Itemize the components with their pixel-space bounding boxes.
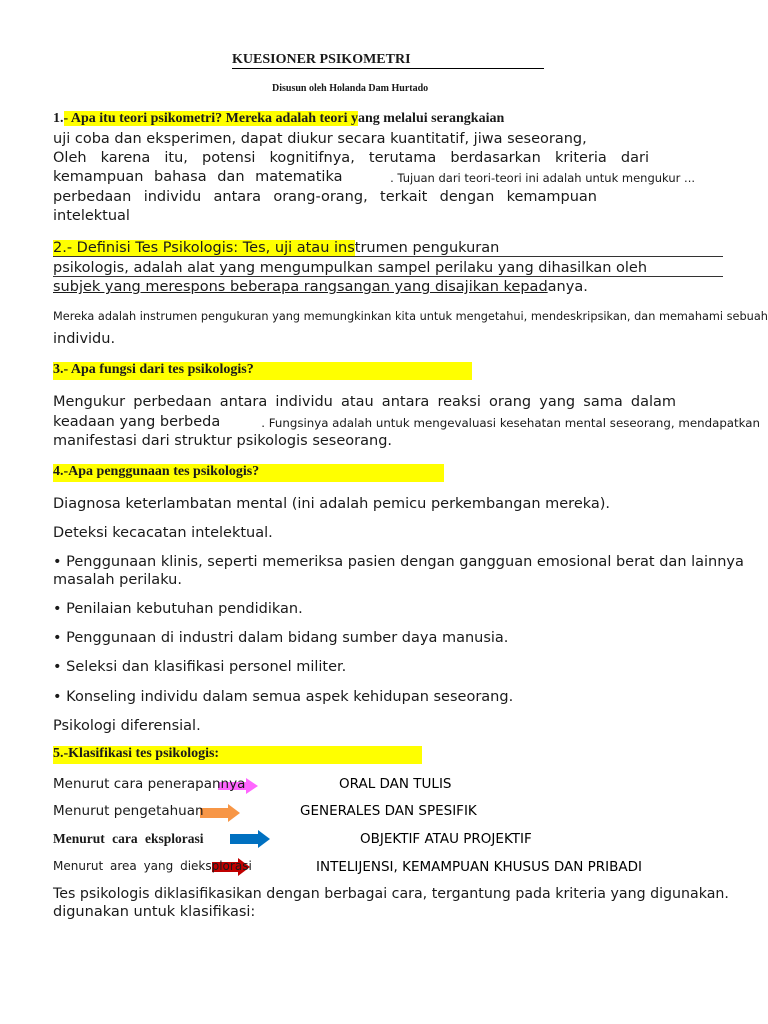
q2-line	[53, 279, 588, 295]
q2-line3a: subjek yang merespons beberapa rangsangan yang disajikan kepad	[53, 279, 548, 295]
q4-item: • Penggunaan di industri dalam bidang sumber daya manusia.	[53, 630, 509, 646]
q1-highlight: - Apa itu teori psikometri? Mereka adalah teori y	[63, 111, 358, 126]
author-line: Disusun oleh Holanda Dam Hurtado	[272, 83, 429, 94]
classification-value: OBJEKTIF ATAU PROJEKTIF	[360, 831, 532, 847]
classification-criterion: Menurut area yang dieksplorasi	[53, 859, 252, 873]
q4-heading: 4.-Apa penggunaan tes psikologis?	[53, 464, 444, 482]
q1-number: 1.	[53, 111, 64, 126]
q4-item: • Penggunaan klinis, seperti memeriksa pasien dengan gangguan emosional berat dan lainnya	[53, 554, 744, 570]
q2-highlight: 2.- Definisi Tes Psikologis: Tes, uji atau ins	[53, 240, 355, 256]
q2-heading-rest: trumen pengukuran	[354, 240, 500, 256]
classification-criterion: Menurut cara eksplorasi	[53, 831, 204, 846]
classification-value: GENERALES DAN SPESIFIK	[300, 803, 477, 819]
q2-line: psikologis, adalah alat yang mengumpulkan sampel perilaku yang dihasilkan oleh	[53, 260, 723, 277]
q3-line	[53, 414, 760, 430]
q3-line: Mengukur perbedaan antara individu atau antara reaksi orang yang sama dalam	[53, 394, 676, 410]
q2-line: individu.	[53, 331, 116, 347]
q4-item: • Konseling individu dalam semua aspek kehidupan seseorang.	[53, 689, 514, 705]
classification-criterion: Menurut cara penerapannya	[53, 776, 246, 792]
q1-line: uji coba dan eksperimen, dapat diukur secara kuantitatif, jiwa seseorang,	[53, 131, 587, 147]
q4-item: Deteksi kecacatan intelektual.	[53, 525, 273, 541]
arrow-right-icon	[230, 830, 270, 852]
q4-item: • Penilaian kebutuhan pendidikan.	[53, 601, 303, 617]
q2-line3b: anya.	[547, 279, 588, 295]
arrow-shape	[200, 804, 240, 822]
q4-item: • Seleksi dan klasifikasi personel militer.	[53, 659, 347, 675]
classification-criterion: Menurut pengetahuan	[53, 803, 204, 819]
q4-item: Psikologi diferensial.	[53, 718, 201, 734]
q3-heading: 3.- Apa fungsi dari tes psikologis?	[53, 362, 472, 380]
closing-line: digunakan untuk klasifikasi:	[53, 904, 256, 920]
q1-heading-rest: ang melalui serangkaian	[358, 111, 505, 126]
q2-line: Mereka adalah instrumen pengukuran yang memungkinkan kita untuk mengetahui, mendeskripsikan, dan memahami sebuah	[53, 310, 768, 323]
q5-heading: 5.-Klasifikasi tes psikologis:	[53, 746, 422, 764]
q1-line: perbedaan individu antara orang-orang, terkait dengan kemampuan	[53, 189, 597, 205]
q3-line: manifestasi dari struktur psikologis seseorang.	[53, 433, 393, 449]
q1-line: Oleh karena itu, potensi kognitifnya, terutama berdasarkan kriteria dari	[53, 150, 649, 166]
document-title: KUESIONER PSIKOMETRI	[232, 52, 544, 69]
arrow-shape	[230, 830, 270, 848]
q1-line4b: . Tujuan dari teori-teori ini adalah untuk mengukur ...	[390, 171, 695, 185]
q4-item: masalah perilaku.	[53, 572, 182, 588]
classification-value: INTELIJENSI, KEMAMPUAN KHUSUS DAN PRIBADI	[316, 859, 643, 875]
q1-line4a: kemampuan bahasa dan matematika	[53, 169, 343, 185]
classification-value: ORAL DAN TULIS	[339, 776, 452, 792]
q1-line	[53, 169, 695, 185]
q1-heading	[53, 111, 504, 127]
closing-line: Tes psikologis diklasifikasikan dengan berbagai cara, tergantung pada kriteria yang digunakan.	[53, 886, 729, 902]
q3-line2b: . Fungsinya adalah untuk mengevaluasi kesehatan mental seseorang, mendapatkan	[261, 416, 760, 430]
arrow-right-icon	[200, 804, 240, 826]
q2-heading	[53, 240, 723, 257]
q1-line: intelektual	[53, 208, 130, 224]
q4-item: Diagnosa keterlambatan mental (ini adalah pemicu perkembangan mereka).	[53, 496, 611, 512]
q3-line2a: keadaan yang berbeda	[53, 414, 221, 430]
